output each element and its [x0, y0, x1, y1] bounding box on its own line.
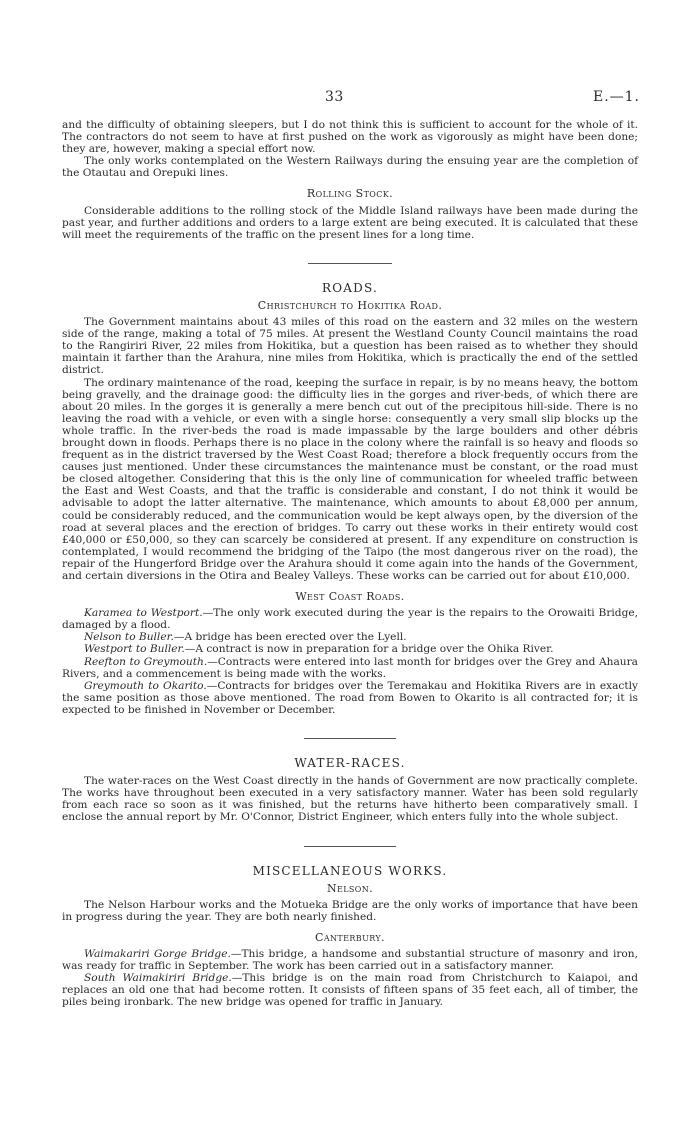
intro-paragraph-2: The only works contemplated on the Western Railways during the ensuing year are the completion of the Otautau and Orepuki lines.	[62, 155, 638, 180]
water-races-heading: WATER-RACES.	[294, 756, 406, 771]
roads-paragraph-2: The ordinary maintenance of the road, keeping the surface in repair, is by no means heavy, the bottom being gravelly, and the drainage good: the difficulty lies in the gorges and river-beds, of which there are about 20 miles. In the gorges it is generally a mere bench cut out of the precipitous hill-side. There is no leaving the road with a vehicle, or even with a single horse: consequently a very small slip blocks up the whole traffic. In the river-beds the road is made impassable by the large boulders and other débris brought down in floods. Perhaps there is no place in the colony where the rainfall is so heavy and floods so frequent as in the district traversed by the West Coast Road; therefore a block frequently occurs from the causes just mentioned. Under these circumstances the maintenance must be constant, or the road must be closed altogether. Considering that this is the only line of communication for wheeled traffic between the East and West Coasts, and that the traffic is considerable and constant, I do not think it would be advisable to adopt the latter alternative. The maintenance, which amounts to about £8,000 per annum, could be considerably reduced, and the communication would be kept always open, by the diversion of the road at several places and the erection of bridges. To carry out these works in their entirety would cost £40,000 or £50,000, so they can scarcely be considered at present. If any expenditure on construction is contemplated, I would recommend the bridging of the Taipo (the most dangerous river on the road), the repair of the Hungerford Bridge over the Arahura should it come again into the hands of the Government, and certain diversions in the Otira and Bealey Valleys. These works can be carried out for about £10,000.	[62, 376, 638, 582]
intro-paragraph-1: and the difficulty of obtaining sleepers, but I do not think this is sufficient to account for the whole of it. The contractors do not seem to have at first pushed on the work as vigorously as might have been done; they are, however, making a special effort now.	[62, 119, 638, 156]
west-coast-item: Karamea to Westport.—The only work executed during the year is the repairs to the Orowaiti Bridge, damaged by a flood.	[62, 607, 638, 632]
rolling-stock-heading: Rolling Stock.	[306, 187, 394, 201]
miscellaneous-works-heading: MISCELLANEOUS WORKS.	[252, 863, 448, 878]
document-code: E.—1.	[592, 89, 640, 105]
roads-paragraph-1: The Government maintains about 43 miles of this road on the eastern and 32 miles on the western side of the range, making a total of 75 miles. At present the Westland County Council maintains the road to the Rangiriri River, 22 miles from Hokitika, but a question has been raised as to whether they should maintain it farther than the Arahura, nine miles from Hokitika, which is practically the end of the settled district.	[62, 316, 638, 377]
west-coast-roads-heading: West Coast Roads.	[295, 590, 405, 604]
page-body	[62, 119, 638, 1008]
nelson-heading: Nelson.	[326, 881, 374, 895]
section-divider	[304, 738, 396, 739]
canterbury-item: Waimakariri Gorge Bridge.—This bridge, a handsome and substantial structure of masonry and iron, was ready for traffic in September. The work has been carried out in a satisfactory manner.	[62, 947, 638, 973]
section-divider	[308, 263, 392, 264]
west-coast-item: Westport to Buller.—A contract is now in preparation for a bridge over the Ohika River.	[84, 643, 554, 656]
roads-heading: ROADS.	[322, 280, 378, 295]
nelson-paragraph: The Nelson Harbour works and the Motueka Bridge are the only works of importance that have been in progress during the year. They are both nearly finished.	[62, 898, 638, 923]
canterbury-heading: Canterbury.	[315, 930, 385, 944]
west-coast-item: Reefton to Greymouth.—Contracts were entered into last month for bridges over the Grey and Ahaura Rivers, and a commencement is being made with the works.	[62, 655, 638, 680]
water-races-paragraph: The water-races on the West Coast directly in the hands of Government are now practically complete. The works have throughout been executed in a very satisfactory manner. Water has been sold regularly from each race so soon as it was finished, but the returns have hitherto been comparatively small. I enclose the annual report by Mr. O'Connor, District Engineer, which enters fully into the whole subject.	[62, 775, 638, 824]
west-coast-item: Nelson to Buller.—A bridge has been erected over the Lyell.	[84, 631, 407, 644]
page-header	[0, 91, 700, 107]
page-number: 33	[325, 89, 344, 105]
canterbury-item: South Waimakiriri Bridge.—This bridge is on the main road from Christchurch to Kaiapoi, and replaces an old one that had become rotten. It consists of fifteen spans of 35 feet each, all of timber, the piles being ironbark. The new bridge was opened for traffic in January.	[62, 972, 638, 1009]
rolling-stock-paragraph: Considerable additions to the rolling stock of the Middle Island railways have been made during the past year, and further additions and orders to a large extent are being executed. It is calculated that these will meet the requirements of the traffic on the present lines for a long time.	[62, 204, 638, 241]
christchurch-hokitika-heading: Christchurch to Hokitika Road.	[257, 298, 443, 312]
west-coast-item: Greymouth to Okarito.—Contracts for bridges over the Teremakau and Hokitika Rivers are in exactly the same position as those above mentioned. The road from Bowen to Okarito is all contracted for; it is expected to be finished in November or December.	[62, 679, 638, 716]
section-divider	[304, 846, 396, 847]
